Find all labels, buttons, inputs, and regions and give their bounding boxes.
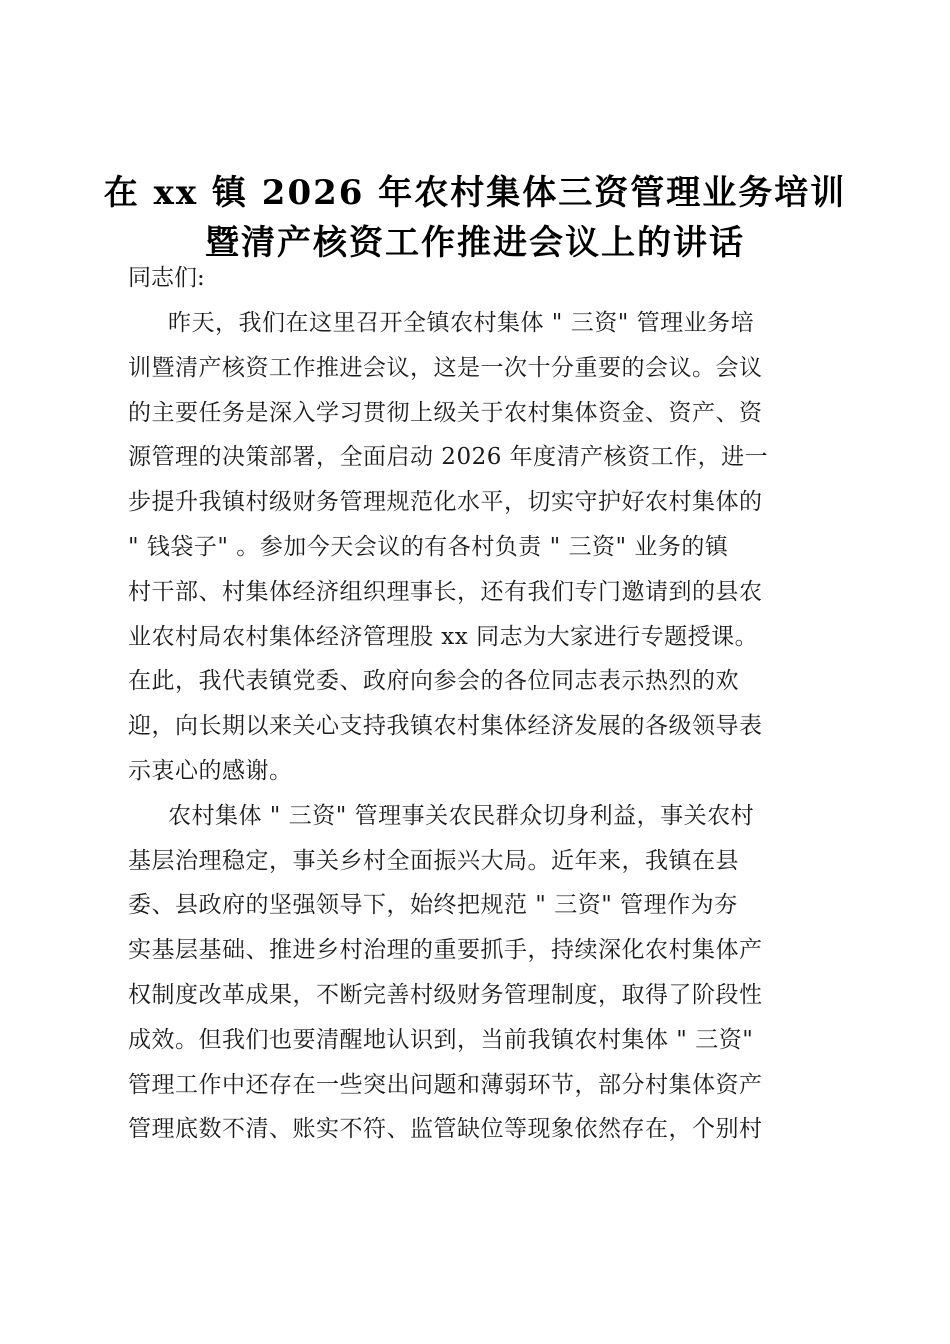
paragraph-line: " 钱袋子" 。参加今天会议的有各村负责 " 三资" 业务的镇 — [128, 533, 729, 560]
paragraph-line: 业农村局农村集体经济管理股 xx 同志为大家进行专题授课。 — [128, 623, 759, 650]
paragraph-line: 的主要任务是深入学习贯彻上级关于农村集体资金、资产、资 — [128, 399, 763, 426]
paragraph-line: 基层治理稳定，事关乡村全面振兴大局。近年来，我镇在县 — [128, 847, 739, 874]
title-line: 暨清产核资工作推进会议上的讲话 — [205, 223, 745, 263]
paragraph-line: 在此，我代表镇党委、政府向参会的各位同志表示热烈的欢 — [128, 668, 739, 695]
paragraph — [128, 301, 828, 794]
paragraph-line: 步提升我镇村级财务管理规范化水平，切实守护好农村集体的 — [128, 489, 763, 516]
paragraph-line: 管理工作中还存在一些突出问题和薄弱环节，部分村集体资产 — [128, 1071, 763, 1098]
paragraph-line: 迎，向长期以来关心支持我镇农村集体经济发展的各级领导表 — [128, 713, 763, 740]
document-title — [100, 168, 850, 268]
paragraph — [128, 794, 828, 1152]
paragraph-line: 源管理的决策部署，全面启动 2026 年度清产核资工作，进一 — [128, 444, 769, 471]
paragraph-line: 管理底数不清、账实不符、监管缺位等现象依然存在，个别村 — [128, 1116, 763, 1143]
paragraph-line: 农村集体 " 三资" 管理事关农民群众切身利益，事关农村 — [168, 802, 755, 829]
paragraph-line: 成效。但我们也要清醒地认识到，当前我镇农村集体 " 三资" — [128, 1026, 754, 1053]
document-body — [128, 260, 828, 1152]
paragraph-line: 权制度改革成果，不断完善村级财务管理制度，取得了阶段性 — [128, 981, 763, 1008]
paragraph-line: 村干部、村集体经济组织理事长，还有我们专门邀请到的县农 — [128, 578, 763, 605]
paragraph-line: 实基层基础、推进乡村治理的重要抓手，持续深化农村集体产 — [128, 937, 763, 964]
paragraph-line: 训暨清产核资工作推进会议，这是一次十分重要的会议。会议 — [128, 354, 763, 381]
title-line: 在 xx 镇 2026 年农村集体三资管理业务培训 — [103, 173, 847, 213]
salutation: 同志们: — [128, 265, 205, 291]
paragraph-line: 昨天，我们在这里召开全镇农村集体 " 三资" 管理业务培 — [168, 310, 755, 336]
paragraph-line: 示衷心的感谢。 — [128, 757, 293, 784]
paragraph-line: 委、县政府的坚强领导下，始终把规范 " 三资" 管理作为夯 — [128, 892, 738, 919]
